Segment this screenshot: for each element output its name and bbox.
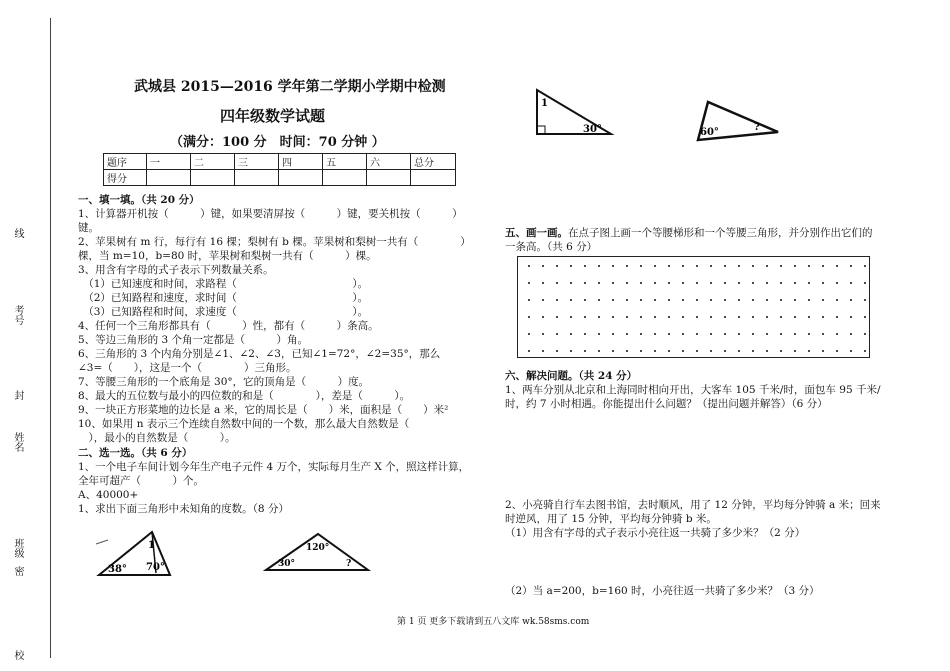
grid-dot — [598, 316, 600, 318]
grid-dot — [766, 316, 768, 318]
question-line: （3）已知路程和时间，求速度（ ）。 — [78, 306, 369, 318]
grid-dot — [822, 333, 824, 335]
grid-dot — [584, 265, 586, 267]
grid-dot — [864, 265, 866, 267]
angle-label: 1 — [541, 98, 548, 109]
question-line: 2、小亮骑自行车去图书馆，去时顺风，用了 12 分钟，平均每分钟骑 a 米；回来 — [505, 499, 881, 511]
grid-dot — [556, 350, 558, 352]
question-line: 1、两车分别从北京和上海同时相向开出，大客车 105 千米/时，面包车 95 千米/ — [505, 384, 881, 396]
grid-dot — [640, 299, 642, 301]
grid-dot — [654, 265, 656, 267]
grid-dot — [836, 350, 838, 352]
grid-dot — [612, 350, 614, 352]
grid-dot — [682, 299, 684, 301]
grid-dot — [682, 265, 684, 267]
question-line: 全年可超产（ ）个。 — [78, 475, 204, 487]
dot-grid[interactable] — [517, 256, 870, 358]
grid-dot — [528, 333, 530, 335]
grid-dot — [542, 282, 544, 284]
question-line: （1）已知速度和时间，求路程（ ）。 — [78, 278, 369, 290]
grid-dot — [864, 333, 866, 335]
grid-dot — [766, 350, 768, 352]
grid-dot — [766, 333, 768, 335]
angle-label: ? — [754, 122, 760, 133]
score-cell: 题序 — [104, 154, 147, 170]
grid-dot — [780, 299, 782, 301]
score-header-row — [104, 154, 456, 170]
grid-dot — [738, 350, 740, 352]
grid-dot — [696, 299, 698, 301]
grid-dot — [626, 265, 628, 267]
grid-dot — [556, 299, 558, 301]
grid-dot — [598, 299, 600, 301]
grid-dot — [696, 350, 698, 352]
section5-heading: 五、画一画。 — [505, 227, 568, 239]
grid-dot — [668, 282, 670, 284]
grid-dot — [864, 299, 866, 301]
score-input-cell[interactable] — [279, 170, 323, 186]
grid-dot — [752, 265, 754, 267]
grid-dot — [752, 299, 754, 301]
score-cell: 四 — [279, 154, 323, 170]
grid-dot — [542, 350, 544, 352]
question-line: 9、一块正方形菜地的边长是 a 米，它的周长是（ ）米，面积是（ ）米² — [78, 404, 449, 416]
grid-dot — [682, 350, 684, 352]
grid-dot — [668, 316, 670, 318]
grid-dot — [640, 282, 642, 284]
section2-heading: 二、选一选。（共 6 分） — [78, 447, 193, 459]
grid-dot — [598, 333, 600, 335]
triangle-figure-d — [694, 98, 784, 144]
grid-dot — [822, 265, 824, 267]
score-table — [103, 153, 456, 186]
grid-dot — [668, 265, 670, 267]
question-line: 8、最大的五位数与最小的四位数的和是（ ），差是（ ）。 — [78, 390, 411, 402]
grid-dot — [766, 282, 768, 284]
question-line: 2、苹果树有 m 行，每行有 16 棵；梨树有 b 棵。苹果树和梨树一共有（ ） — [78, 236, 471, 248]
grid-dot — [654, 316, 656, 318]
grid-dot — [808, 350, 810, 352]
score-cell: 得分 — [104, 170, 147, 186]
score-input-cell[interactable] — [147, 170, 191, 186]
angle-label: 30° — [278, 559, 296, 569]
section6 — [505, 369, 881, 411]
grid-dot — [598, 350, 600, 352]
grid-dot — [626, 316, 628, 318]
section1-heading: 一、填一填。（共 20 分） — [78, 194, 200, 206]
section5 — [505, 226, 873, 254]
grid-dot — [710, 350, 712, 352]
grid-dot — [612, 316, 614, 318]
grid-dot — [794, 333, 796, 335]
grid-dot — [850, 299, 852, 301]
question-line: 时，约 7 小时相遇。你能提出什么问题？（提出问题并解答）（6 分） — [505, 398, 828, 410]
grid-dot — [780, 265, 782, 267]
question-line: ∠3=（ ），这是一个（ ）三角形。 — [78, 362, 297, 374]
grid-dot — [640, 316, 642, 318]
grid-dot — [738, 282, 740, 284]
grid-dot — [654, 282, 656, 284]
grid-dot — [766, 265, 768, 267]
angle-label: 70° — [146, 562, 165, 573]
grid-dot — [556, 265, 558, 267]
grid-dot — [752, 316, 754, 318]
grid-dot — [696, 333, 698, 335]
grid-dot — [752, 333, 754, 335]
grid-dot — [822, 299, 824, 301]
angle-label: 38° — [108, 564, 127, 575]
grid-dot — [528, 316, 530, 318]
grid-dot — [724, 333, 726, 335]
grid-dot — [808, 299, 810, 301]
question-line: ），最小的自然数是（ ）。 — [78, 432, 236, 444]
question-line: 1、计算器开机按（ ）键，如果要清屏按（ ）键，要关机按（ ） — [78, 208, 463, 220]
grid-dot — [612, 265, 614, 267]
grid-dot — [738, 299, 740, 301]
grid-dot — [556, 333, 558, 335]
grid-dot — [584, 316, 586, 318]
section6-heading: 六、解决问题。（共 24 分） — [505, 370, 638, 382]
question-line: （2）已知路程和速度，求时间（ ）。 — [78, 292, 369, 304]
grid-dot — [864, 316, 866, 318]
grid-dot — [570, 282, 572, 284]
question-line: 4、任何一个三角形都具有（ ）性，都有（ ）条高。 — [78, 320, 379, 332]
exam-title: 武城县 2015—2016 学年第二学期小学期中检测 — [134, 79, 446, 95]
grid-dot — [738, 265, 740, 267]
triangle-figure-b — [262, 530, 372, 574]
grid-dot — [710, 282, 712, 284]
question-line: 7、等腰三角形的一个底角是 30°，它的顶角是（ ）度。 — [78, 376, 370, 388]
score-cell: 六 — [367, 154, 411, 170]
grid-dot — [696, 316, 698, 318]
question-line: 棵，当 m=10，b=80 时，苹果树和梨树一共有（ ）棵。 — [78, 250, 377, 262]
grid-dot — [528, 299, 530, 301]
score-cell: 二 — [191, 154, 235, 170]
score-cell: 一 — [147, 154, 191, 170]
grid-dot — [710, 265, 712, 267]
question-line: 3、用含有字母的式子表示下列数量关系。 — [78, 264, 274, 276]
grid-dot — [780, 316, 782, 318]
grid-dot — [584, 350, 586, 352]
grid-dot — [724, 316, 726, 318]
grid-dot — [724, 350, 726, 352]
grid-dot — [794, 299, 796, 301]
grid-dot — [528, 350, 530, 352]
grid-dot — [836, 265, 838, 267]
grid-dot — [612, 299, 614, 301]
grid-dot — [528, 265, 530, 267]
grid-dot — [626, 333, 628, 335]
grid-dot — [710, 316, 712, 318]
question-line: 时逆风，用了 15 分钟，平均每分钟骑 b 米。 — [505, 513, 717, 525]
side-label-name: 姓名 — [12, 432, 23, 452]
question-line: 键。 — [78, 222, 99, 234]
grid-dot — [654, 299, 656, 301]
grid-dot — [626, 350, 628, 352]
right-angle-mark — [537, 126, 545, 134]
score-cell: 五 — [323, 154, 367, 170]
score-input-cell[interactable] — [323, 170, 367, 186]
grid-dot — [668, 299, 670, 301]
score-cell: 总分 — [411, 154, 456, 170]
grid-dot — [570, 333, 572, 335]
triangle-figure-a — [94, 528, 174, 580]
grid-dot — [724, 282, 726, 284]
angle-label: ? — [346, 559, 352, 569]
grid-dot — [822, 316, 824, 318]
triangle-figure-c — [533, 86, 615, 138]
side-label-seal: 封 — [12, 390, 23, 400]
grid-dot — [542, 316, 544, 318]
grid-dot — [808, 265, 810, 267]
grid-dot — [780, 333, 782, 335]
grid-dot — [794, 350, 796, 352]
page-footer: 第 1 页 更多下载请到五八文库 wk.58sms.com — [397, 617, 590, 627]
grid-dot — [724, 299, 726, 301]
grid-dot — [724, 265, 726, 267]
question-line: A、40000+ — [78, 489, 139, 501]
grid-dot — [738, 316, 740, 318]
grid-dot — [542, 333, 544, 335]
grid-dot — [696, 265, 698, 267]
grid-dot — [598, 265, 600, 267]
angle-label: 120° — [306, 543, 330, 553]
grid-dot — [654, 333, 656, 335]
grid-dot — [738, 333, 740, 335]
grid-dot — [640, 265, 642, 267]
grid-dot — [626, 282, 628, 284]
score-input-cell[interactable] — [411, 170, 456, 186]
grid-dot — [640, 333, 642, 335]
angle-label: 1 — [148, 540, 155, 551]
grid-dot — [794, 282, 796, 284]
question-line: 6、三角形的 3 个内角分别是∠1、∠2、∠3，已知∠1=72°，∠2=35°，那么 — [78, 348, 441, 360]
grid-dot — [668, 350, 670, 352]
grid-dot — [570, 350, 572, 352]
question-line: 1、一个电子车间计划今年生产电子元件 4 万个，实际每月生产 X 个，照这样计算， — [78, 461, 470, 473]
grid-dot — [808, 333, 810, 335]
grid-dot — [822, 282, 824, 284]
grid-dot — [626, 299, 628, 301]
grid-dot — [864, 350, 866, 352]
grid-dot — [794, 265, 796, 267]
section6-q2 — [505, 498, 881, 540]
grid-dot — [668, 333, 670, 335]
grid-dot — [794, 316, 796, 318]
grid-dot — [682, 333, 684, 335]
score-input-cell[interactable] — [367, 170, 411, 186]
section5-text: 一条高。（共 6 分） — [505, 241, 598, 253]
grid-dot — [528, 282, 530, 284]
grid-dot — [780, 350, 782, 352]
question-line: （2）当 a=200，b=160 时，小亮往返一共骑了多少米？（3 分） — [505, 585, 820, 597]
side-label-class: 班级 — [12, 538, 23, 558]
grid-dot — [850, 265, 852, 267]
side-label-exam-no: 考号 — [12, 305, 23, 325]
grid-dot — [836, 333, 838, 335]
grid-dot — [654, 350, 656, 352]
angle-label: 30° — [583, 124, 602, 135]
side-label-line: 线 — [12, 228, 23, 238]
grid-dot — [780, 282, 782, 284]
side-label-secret: 密 — [12, 566, 23, 576]
grid-dot — [710, 333, 712, 335]
score-value-row — [104, 170, 456, 186]
grid-dot — [556, 282, 558, 284]
grid-dot — [570, 299, 572, 301]
grid-dot — [598, 282, 600, 284]
grid-dot — [850, 316, 852, 318]
grid-dot — [682, 282, 684, 284]
grid-dot — [850, 333, 852, 335]
grid-dot — [682, 316, 684, 318]
side-label-school: 校 — [12, 650, 23, 660]
grid-dot — [696, 282, 698, 284]
grid-dot — [822, 350, 824, 352]
grid-dot — [584, 299, 586, 301]
grid-dot — [752, 350, 754, 352]
grid-dot — [808, 316, 810, 318]
grid-dot — [542, 299, 544, 301]
question-line: 5、等边三角形的 3 个角一定都是（ ）角。 — [78, 334, 309, 346]
grid-dot — [584, 333, 586, 335]
angle-label: 60° — [700, 127, 719, 138]
grid-dot — [640, 350, 642, 352]
grid-dot — [752, 282, 754, 284]
question-line: 1、求出下面三角形中未知角的度数。（8 分） — [78, 503, 289, 515]
binding-line — [50, 18, 51, 658]
triangle-extension-line — [96, 540, 108, 544]
grid-dot — [836, 282, 838, 284]
grid-dot — [570, 316, 572, 318]
grid-dot — [556, 316, 558, 318]
grid-dot — [612, 333, 614, 335]
grid-dot — [710, 299, 712, 301]
score-input-cell[interactable] — [191, 170, 235, 186]
grid-dot — [766, 299, 768, 301]
grid-dot — [850, 282, 852, 284]
grid-dot — [864, 282, 866, 284]
score-cell: 三 — [235, 154, 279, 170]
section5-text: 在点子图上画一个等腰梯形和一个等腰三角形，并分别作出它们的 — [568, 227, 873, 239]
question-line: （1）用含有字母的式子表示小亮往返一共骑了多少米？（2 分） — [505, 527, 806, 539]
grid-dot — [850, 350, 852, 352]
grid-dot — [612, 282, 614, 284]
exam-meta: （满分：100 分 时间：70 分钟 ） — [170, 135, 385, 150]
score-input-cell[interactable] — [235, 170, 279, 186]
grid-dot — [836, 299, 838, 301]
grid-dot — [570, 265, 572, 267]
section1 — [78, 193, 471, 516]
exam-subtitle: 四年级数学试题 — [220, 107, 326, 125]
grid-dot — [808, 282, 810, 284]
question-line: 10、如果用 n 表示三个连续自然数中间的一个数，那么最大自然数是（ — [78, 418, 420, 430]
grid-dot — [836, 316, 838, 318]
grid-dot — [584, 282, 586, 284]
grid-dot — [542, 265, 544, 267]
